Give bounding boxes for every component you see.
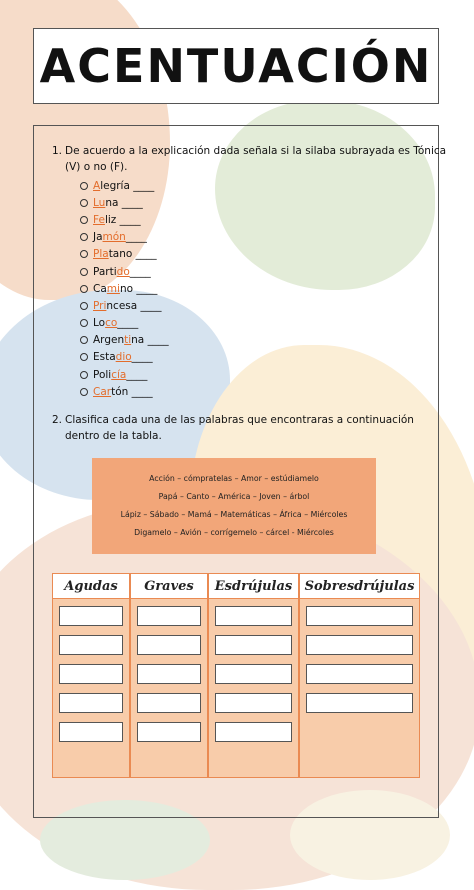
bullet-circle-icon [80,182,88,190]
word-bank-line: Papá – Canto – América – Joven – árbol [158,492,310,501]
syllable-list-item [80,194,169,211]
word-suffix-blank: ____ [125,231,147,244]
question-2-number: 2. [52,414,63,426]
answer-slot[interactable] [137,722,201,742]
column-sobresdrujulas [299,573,420,778]
syllable-list-item [80,315,169,332]
column-agudas [52,573,130,778]
column-header-graves: Graves [131,574,207,599]
answer-slot[interactable] [59,606,123,626]
word-suffix-blank: tano ____ [108,248,157,261]
syllable-list-item [80,297,169,314]
syllable-list-item [80,211,169,228]
answer-slot[interactable] [215,664,292,684]
answer-slot[interactable] [215,635,292,655]
question-2 [52,412,414,444]
answer-slot[interactable] [215,693,292,713]
syllable-list-item [80,177,169,194]
bullet-circle-icon [80,388,88,396]
underlined-syllable: Pri [93,299,107,312]
underlined-syllable: Pla [93,248,109,261]
bullet-circle-icon [80,336,88,344]
syllable-list-item [80,280,169,297]
question-1 [52,143,446,175]
bullet-circle-icon [80,319,88,327]
underlined-syllable: Car [93,385,112,398]
answer-slot[interactable] [215,606,292,626]
column-header-sobresdrujulas: Sobresdrújulas [300,574,419,599]
bullet-circle-icon [80,302,88,310]
title-box [33,28,439,104]
question-1-text-line1: De acuerdo a la explicación dada señala si la silaba subrayada es Tónica [65,145,447,157]
word-prefix: Argen [93,334,125,347]
bullet-circle-icon [80,371,88,379]
classification-table [52,573,420,778]
answer-slot[interactable] [306,664,413,684]
word-suffix-blank: ____ [131,351,153,364]
syllable-list-item [80,229,169,246]
word-prefix: Poli [93,368,112,381]
syllable-list-item [80,366,169,383]
underlined-syllable: co [105,317,118,330]
word-prefix: Ja [93,231,103,244]
syllable-list-item [80,246,169,263]
word-prefix: Ca [93,282,107,295]
answer-slot[interactable] [59,635,123,655]
underlined-syllable: ti [124,334,132,347]
answer-slot[interactable] [137,635,201,655]
syllable-list-item [80,349,169,366]
word-suffix-blank: ____ [129,265,151,278]
syllable-list-item [80,263,169,280]
bullet-circle-icon [80,199,88,207]
bullet-circle-icon [80,250,88,258]
word-suffix-blank: ____ [117,317,139,330]
word-suffix-blank: na ____ [131,334,169,347]
word-bank-line: Acción – cómpratelas – Amor – estúdiamelo [149,474,319,483]
column-header-esdrujulas: Esdrújulas [209,574,298,599]
underlined-syllable: A [93,179,101,192]
column-graves [130,573,208,778]
answer-slot[interactable] [137,664,201,684]
page-title: ACENTUACIÓN [39,39,433,93]
bullet-circle-icon [80,216,88,224]
bullet-circle-icon [80,268,88,276]
bullet-circle-icon [80,233,88,241]
syllable-list [80,177,169,400]
syllable-list-item [80,383,169,400]
answer-slot[interactable] [59,693,123,713]
word-suffix-blank: na ____ [105,196,143,209]
answer-slot[interactable] [306,693,413,713]
word-bank-line: Lápiz – Sábado – Mamá – Matemáticas – África – Miércoles [120,510,348,519]
word-suffix-blank: ncesa ____ [106,299,162,312]
underlined-syllable: Fe [93,213,105,226]
word-suffix-blank: tón ____ [111,385,153,398]
column-header-agudas: Agudas [53,574,129,599]
word-prefix: Esta [93,351,116,364]
word-suffix-blank: legría ____ [100,179,155,192]
underlined-syllable: do [116,265,130,278]
underlined-syllable: dio [115,351,132,364]
bullet-circle-icon [80,285,88,293]
answer-slot[interactable] [306,606,413,626]
answer-slot[interactable] [137,693,201,713]
word-bank [92,458,376,554]
word-bank-line: Digamelo – Avión – corrígemelo – cárcel - Miércoles [134,528,334,537]
bullet-circle-icon [80,353,88,361]
answer-slot[interactable] [215,722,292,742]
word-prefix: Lo [93,317,106,330]
underlined-syllable: Lu [93,196,106,209]
word-suffix-blank: liz ____ [104,213,141,226]
answer-slot[interactable] [59,664,123,684]
question-1-text-line2: (V) o no (F). [65,161,128,173]
underlined-syllable: món [102,231,126,244]
syllable-list-item [80,332,169,349]
answer-slot[interactable] [137,606,201,626]
word-suffix-blank: ____ [126,368,148,381]
column-esdrujulas [208,573,299,778]
question-2-text-line2: dentro de la tabla. [65,430,162,442]
question-1-number: 1. [52,145,63,157]
answer-slot[interactable] [306,635,413,655]
underlined-syllable: mi [106,282,120,295]
word-prefix: Parti [93,265,117,278]
question-2-text-line1: Clasifica cada una de las palabras que encontraras a continuación [65,414,414,426]
underlined-syllable: cía [111,368,127,381]
answer-slot[interactable] [59,722,123,742]
word-suffix-blank: no ____ [119,282,158,295]
